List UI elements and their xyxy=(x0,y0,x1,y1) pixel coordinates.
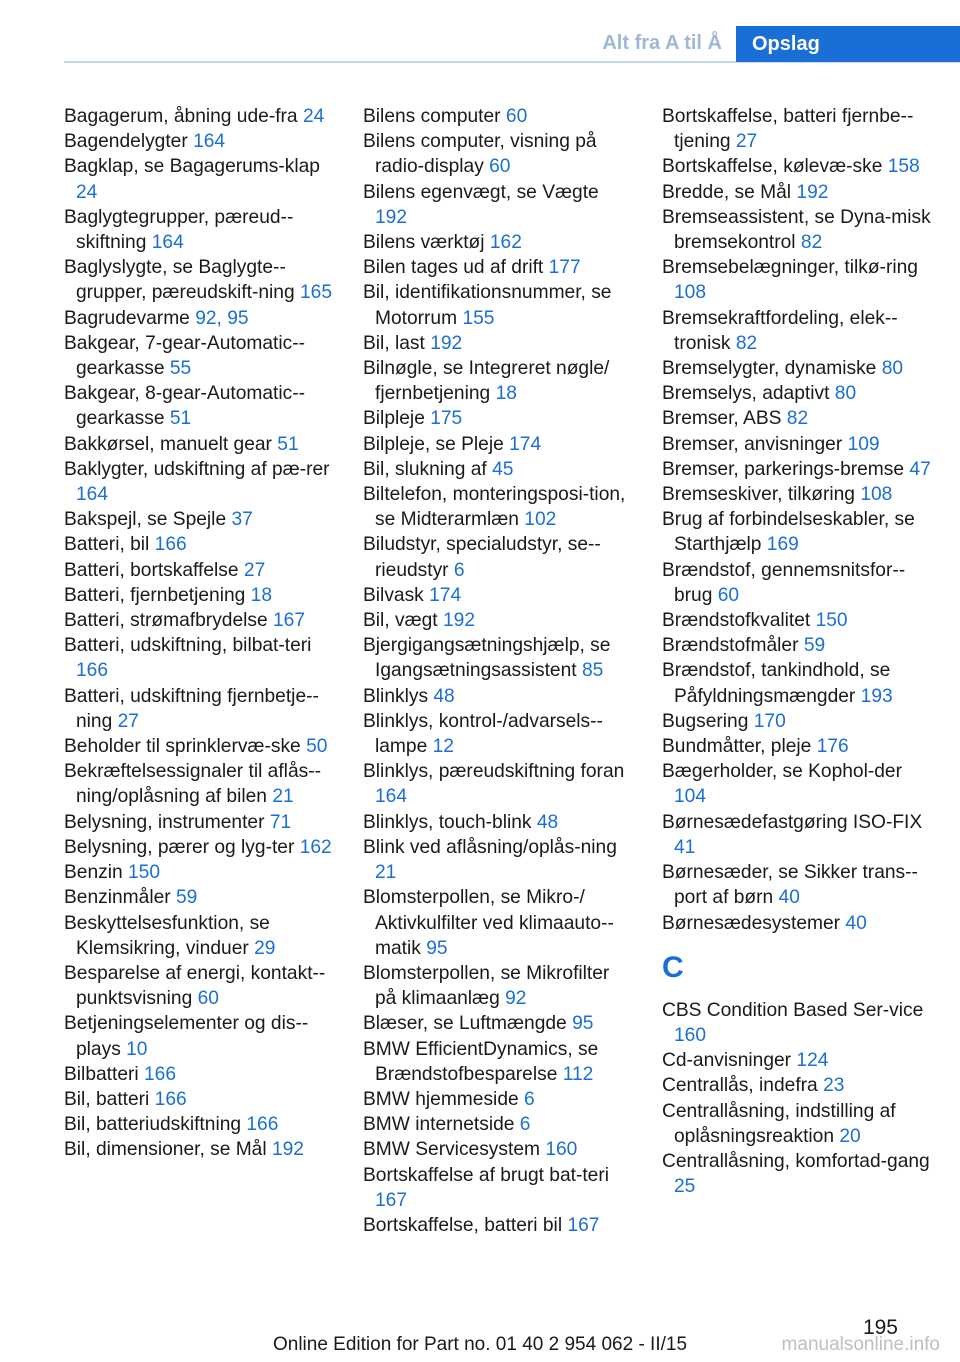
index-entry-text: Bremselys, adaptivt xyxy=(662,383,830,405)
page-reference-link[interactable]: 166 xyxy=(76,660,109,682)
index-entry xyxy=(363,457,633,482)
index-entry xyxy=(64,205,334,255)
index-entry-text: Batteri, bortskaffelse xyxy=(64,559,239,581)
index-entry xyxy=(64,1087,334,1112)
page-reference-link[interactable]: 12 xyxy=(432,736,454,758)
index-entry-text: Bilnøgle, se Integreret nøgle/​fjernbetjening xyxy=(363,358,610,405)
page-reference-link[interactable]: 95 xyxy=(572,1013,594,1035)
active-tab[interactable]: Opslag xyxy=(736,26,960,62)
page-reference-link[interactable]: 192 xyxy=(443,610,476,632)
page-reference-link[interactable]: 80 xyxy=(881,358,904,380)
page-reference-link[interactable]: 192 xyxy=(375,206,408,228)
index-entry-text: Bilens computer, visning på radio-display xyxy=(363,131,597,178)
page-reference-link[interactable]: 164 xyxy=(375,786,408,808)
index-entry-text: Bil, last xyxy=(363,332,425,354)
index-entry xyxy=(64,835,334,860)
index-entry xyxy=(363,1112,633,1137)
index-entry xyxy=(64,759,334,809)
index-entry-text: Bil, batteriudskiftning xyxy=(64,1114,242,1136)
index-column-1 xyxy=(64,104,334,1163)
page-reference-link[interactable]: 167 xyxy=(567,1214,600,1236)
index-entry xyxy=(662,154,932,179)
index-entry xyxy=(363,810,633,835)
index-entry-text: Bakspejl, se Spejle xyxy=(64,509,227,531)
page-reference-link[interactable]: 175 xyxy=(430,408,463,430)
page-reference-link[interactable]: 166 xyxy=(154,534,187,556)
page-reference-link[interactable]: 6 xyxy=(453,559,465,581)
page-reference-link[interactable]: 166 xyxy=(154,1088,187,1110)
page-reference-link[interactable]: 95 xyxy=(426,937,448,959)
index-entry xyxy=(64,1011,334,1061)
index-entry-text: Biltelefon, monteringsposi-tion, se Midterarmlæn xyxy=(363,484,626,531)
index-entry xyxy=(363,230,633,255)
page-reference-link[interactable]: 165 xyxy=(300,282,333,304)
page-reference-link[interactable]: 59 xyxy=(176,887,198,909)
page-reference-link[interactable]: 45 xyxy=(492,458,514,480)
index-entry xyxy=(363,1213,633,1238)
index-entry-text: Bredde, se Mål xyxy=(662,181,792,203)
page-reference-link[interactable]: 21 xyxy=(375,862,397,884)
index-entry-text: Bilpleje xyxy=(363,408,425,430)
page-reference-link[interactable]: 60 xyxy=(505,106,528,127)
index-entry-text: Brug af forbindelseskabler, se Starthjælp xyxy=(662,509,915,556)
page-reference-link[interactable]: 82 xyxy=(786,408,809,430)
index-entry xyxy=(662,306,932,356)
index-entry xyxy=(363,961,633,1011)
index-entry-text: Blinklys xyxy=(363,685,429,707)
page-reference-link[interactable]: 48 xyxy=(433,685,455,707)
index-entry-text: Bilens værktøj xyxy=(363,232,485,254)
page-reference-link[interactable]: 92, 95 xyxy=(195,307,249,329)
index-entry-text: Børnesæder, se Sikker trans-port af børn xyxy=(662,862,918,909)
index-entry-text: Betjeningselementer og dis-plays xyxy=(64,1013,309,1060)
index-entry-text: Bekræftelsessignaler til aflås-ning/oplåsning af bilen xyxy=(64,761,321,808)
index-entry-text: Baklygter, udskiftning af pæ-rer xyxy=(64,458,330,480)
page-reference-link[interactable]: 109 xyxy=(847,433,880,455)
index-entry xyxy=(662,507,932,557)
index-entry-text: BMW Servicesystem xyxy=(363,1139,540,1161)
index-entry-text: Bakgear, 7-gear-Automatic-gearkasse xyxy=(64,332,306,380)
index-entry-text: Blink ved aflåsning/oplås-ning xyxy=(363,836,617,858)
page-reference-link[interactable]: 167 xyxy=(375,1189,408,1211)
index-entry xyxy=(363,129,633,179)
page-reference-link[interactable]: 80 xyxy=(834,383,857,405)
page-reference-link[interactable]: 150 xyxy=(815,610,848,632)
index-letter-heading: C xyxy=(662,950,684,984)
page-reference-link[interactable]: 50 xyxy=(306,736,328,758)
page-reference-link[interactable]: 29 xyxy=(254,937,276,959)
index-entry-text: Bilens egenvægt, se Vægte xyxy=(363,181,599,203)
index-entry-text: Bremser, parkerings-bremse xyxy=(662,458,905,480)
index-entry xyxy=(64,1062,334,1087)
page-reference-link[interactable]: 164 xyxy=(76,484,109,506)
index-entry-text: Bremsebelægninger, tilkø-ring xyxy=(662,257,918,279)
page-reference-link[interactable]: 166 xyxy=(246,1114,279,1136)
index-entry-text: Centrallås, indefra xyxy=(662,1075,818,1097)
index-entry-text: Baglygtegrupper, pæreud-skiftning xyxy=(64,206,294,254)
index-entry-text: Bortskaffelse, batteri fjernbe-tjening xyxy=(662,106,914,153)
index-entry xyxy=(64,558,334,583)
index-entry xyxy=(363,1163,633,1213)
page-reference-link[interactable]: 162 xyxy=(489,232,522,254)
page-reference-link[interactable]: 82 xyxy=(800,232,823,254)
page-reference-link[interactable]: 150 xyxy=(128,862,161,884)
index-entry xyxy=(363,633,633,683)
footer-edition: Online Edition for Part no. 01 40 2 954 062 - II/15 xyxy=(272,1334,688,1355)
index-entry xyxy=(363,1137,633,1162)
index-entry-text: Bremseskiver, tilkøring xyxy=(662,484,855,506)
page-reference-link[interactable]: 40 xyxy=(778,887,800,909)
page-reference-link[interactable]: 20 xyxy=(839,1125,861,1147)
index-entry xyxy=(662,356,932,381)
index-entry-text: Beholder til sprinklervæ-ske xyxy=(64,736,301,758)
index-entry xyxy=(64,810,334,835)
page-reference-link[interactable]: 24 xyxy=(76,181,98,203)
page-reference-link[interactable]: 166 xyxy=(144,1063,177,1085)
index-entry xyxy=(363,835,633,885)
index-entry-text: Bil, batteri xyxy=(64,1088,150,1110)
page-reference-link[interactable]: 174 xyxy=(429,584,462,606)
index-entry-text: Beskyttelsesfunktion, se Klemsikring, vinduer xyxy=(64,912,270,959)
index-entry-text: Børnesædesystemer xyxy=(662,912,841,934)
page-reference-link[interactable]: 170 xyxy=(753,710,786,732)
index-entry xyxy=(363,432,633,457)
index-entry xyxy=(64,1137,334,1162)
index-entry-text: Brændstof, gennemsnitsfor-brug xyxy=(662,559,906,606)
index-entry-text: Batteri, bil xyxy=(64,534,150,556)
index-entry xyxy=(662,1149,932,1199)
page-reference-link[interactable]: 85 xyxy=(581,660,604,682)
page-reference-link[interactable]: 192 xyxy=(430,332,463,354)
index-entry-text: Bremselygter, dynamiske xyxy=(662,358,877,380)
index-entry xyxy=(363,684,633,709)
index-entry xyxy=(363,1011,633,1036)
index-entry-text: Bægerholder, se Kophol-der xyxy=(662,761,902,783)
index-entry-text: Bjergigangsætningshjælp, se Igangsætningsassistent xyxy=(363,635,611,682)
page-reference-link[interactable]: 82 xyxy=(735,332,758,354)
index-entry-text: Blomsterpollen, se Mikro-/​Aktivkulfilter ved klimaauto-matik xyxy=(363,887,614,959)
page-reference-link[interactable]: 24 xyxy=(302,106,325,127)
index-entry-text: Bilen tages ud af drift xyxy=(363,257,544,279)
index-entry-text: Batteri, fjernbetjening xyxy=(64,584,246,606)
index-entry xyxy=(363,583,633,608)
page-reference-link[interactable]: 60 xyxy=(489,156,511,178)
index-entry xyxy=(363,1087,633,1112)
index-entry xyxy=(363,331,633,356)
index-entry xyxy=(64,583,334,608)
index-entry-text: Batteri, udskiftning fjernbetje-ning xyxy=(64,685,319,732)
index-entry xyxy=(64,381,334,431)
index-entry xyxy=(64,306,334,331)
page-reference-link[interactable]: 48 xyxy=(536,811,559,833)
index-entry-text: Bundmåtter, pleje xyxy=(662,736,812,758)
index-entry xyxy=(64,532,334,557)
page-reference-link[interactable]: 6 xyxy=(524,1088,535,1110)
page-reference-link[interactable]: 102 xyxy=(524,509,557,531)
index-entry xyxy=(662,381,932,406)
page-reference-link[interactable]: 27 xyxy=(117,710,139,732)
index-entry xyxy=(64,734,334,759)
index-entry xyxy=(64,129,334,154)
index-entry-text: Bagrudevarme xyxy=(64,307,190,329)
index-entry xyxy=(662,1099,932,1149)
page-reference-link[interactable]: 104 xyxy=(674,786,707,808)
index-entry-text: Brændstofkvalitet xyxy=(662,610,811,632)
page-reference-link[interactable]: 164 xyxy=(151,232,184,254)
index-entry-text: Blinklys, pæreudskiftning foran xyxy=(363,761,625,783)
index-entry xyxy=(64,1112,334,1137)
page-reference-link[interactable]: 37 xyxy=(231,509,253,531)
index-entry-text: Blæser, se Luftmængde xyxy=(363,1013,567,1035)
page-reference-link[interactable]: 25 xyxy=(674,1176,696,1198)
index-entry-text: BMW hjemmeside xyxy=(363,1088,519,1110)
page-reference-link[interactable]: 108 xyxy=(674,282,707,304)
index-entry xyxy=(662,734,932,759)
page-reference-link[interactable]: 176 xyxy=(816,736,849,758)
index-entry-text: Bakkørsel, manuelt gear xyxy=(64,433,272,455)
page-reference-link[interactable]: 51 xyxy=(169,408,192,430)
index-entry xyxy=(662,633,932,658)
page-reference-link[interactable]: 10 xyxy=(126,1038,148,1060)
index-entry xyxy=(64,911,334,961)
page-reference-link[interactable]: 55 xyxy=(169,358,192,380)
index-entry-text: Bakgear, 8-gear-Automatic-gearkasse xyxy=(64,383,306,430)
page-reference-link[interactable]: 124 xyxy=(796,1050,829,1072)
index-entry-text: Benzin xyxy=(64,862,123,884)
page-reference-link[interactable]: 108 xyxy=(860,484,893,506)
index-entry-text: Centrallåsning, komfortad-gang xyxy=(662,1150,930,1172)
page-reference-link[interactable]: 60 xyxy=(717,584,740,606)
page-reference-link[interactable]: 160 xyxy=(674,1024,707,1046)
page-reference-link[interactable]: 18 xyxy=(250,584,273,606)
page-reference-link[interactable]: 21 xyxy=(272,786,294,808)
index-entry-text: Batteri, udskiftning, bilbat-teri xyxy=(64,635,312,657)
index-entry xyxy=(662,709,932,734)
index-entry xyxy=(363,1037,633,1087)
index-entry-text: Bilpleje, se Pleje xyxy=(363,433,504,455)
index-entry xyxy=(662,180,932,205)
index-entry xyxy=(662,482,932,507)
page-reference-link[interactable]: 177 xyxy=(548,257,581,279)
index-entry xyxy=(64,432,334,457)
page-reference-link[interactable]: 174 xyxy=(509,433,542,455)
page-reference-link[interactable]: 192 xyxy=(271,1139,304,1161)
page-reference-link[interactable]: 160 xyxy=(545,1139,578,1161)
index-entry-text: Bagagerum, åbning ude-fra xyxy=(64,106,298,127)
index-entry xyxy=(662,608,932,633)
index-entry-text: Brændstof, tankindhold, se Påfyldningsmængder xyxy=(662,660,891,707)
index-entry xyxy=(64,961,334,1011)
page-reference-link[interactable]: 27 xyxy=(243,559,266,581)
index-entry xyxy=(363,280,633,330)
index-column-3 xyxy=(662,104,932,1199)
index-entry-text: Bilens computer xyxy=(363,106,501,127)
page-reference-link[interactable]: 71 xyxy=(269,811,292,833)
index-entry xyxy=(363,482,633,532)
page-reference-link[interactable]: 192 xyxy=(796,181,829,203)
index-entry xyxy=(64,885,334,910)
page-reference-link[interactable]: 18 xyxy=(495,383,517,405)
index-entry-text: Bortskaffelse, batteri bil xyxy=(363,1214,563,1236)
page-reference-link[interactable]: 41 xyxy=(674,836,696,858)
index-entry xyxy=(363,759,633,809)
index-entry-text: Bremser, ABS xyxy=(662,408,782,430)
index-column-2 xyxy=(363,104,633,1238)
index-entry xyxy=(662,998,932,1048)
page-reference-link[interactable]: 40 xyxy=(845,912,867,934)
index-entry-text: Bil, vægt xyxy=(363,610,438,632)
watermark: manualsonline.info xyxy=(781,1334,940,1355)
index-entry-text: Bagklap, se Bagagerums-klap xyxy=(64,156,320,178)
index-entry xyxy=(662,558,932,608)
index-entry xyxy=(64,255,334,305)
index-entry-text: Bil, slukning af xyxy=(363,458,487,480)
section-tab[interactable]: Alt fra A til Å xyxy=(602,32,722,54)
index-entry xyxy=(64,331,334,381)
index-entry xyxy=(662,406,932,431)
index-entry xyxy=(64,104,334,129)
index-entry-text: Belysning, pærer og lyg-ter xyxy=(64,836,295,858)
index-entry-text: BMW EfficientDynamics, se Brændstofbesparelse xyxy=(363,1038,599,1085)
index-entry xyxy=(363,885,633,961)
index-entry xyxy=(64,507,334,532)
index-entry xyxy=(363,104,633,129)
page-reference-link[interactable]: 47 xyxy=(909,458,931,480)
index-entry xyxy=(662,457,932,482)
index-entry xyxy=(363,356,633,406)
index-entry-text: Blomsterpollen, se Mikrofilter på klimaanlæg xyxy=(363,962,610,1010)
page-number: 195 xyxy=(862,1316,898,1339)
index-entry-text: Bil, dimensioner, se Mål xyxy=(64,1139,267,1161)
index-entry xyxy=(662,255,932,305)
page-reference-link[interactable]: 23 xyxy=(823,1075,845,1097)
index-entry-text: Bugsering xyxy=(662,710,749,732)
index-entry-text: Batteri, strømafbrydelse xyxy=(64,610,268,632)
page-reference-link[interactable]: 162 xyxy=(299,836,332,858)
index-entry xyxy=(363,180,633,230)
page-reference-link[interactable]: 59 xyxy=(803,635,826,657)
index-entry-text: Bilvask xyxy=(363,584,424,606)
page-reference-link[interactable]: 6 xyxy=(519,1114,531,1136)
index-entry-text: Centrallåsning, indstilling af oplåsningsreaktion xyxy=(662,1100,896,1147)
page-reference-link[interactable]: 92 xyxy=(505,988,527,1010)
index-entry xyxy=(662,860,932,910)
index-entry-text: Bremsekraftfordeling, elek-tronisk xyxy=(662,307,898,354)
index-entry-text: Bremser, anvisninger xyxy=(662,433,843,455)
index-entry-text: Besparelse af energi, kontakt-punktsvisning xyxy=(64,962,326,1010)
page-reference-link[interactable]: 158 xyxy=(887,156,920,178)
page-reference-link[interactable]: 169 xyxy=(766,534,799,556)
index-entry xyxy=(363,406,633,431)
page-reference-link[interactable]: 155 xyxy=(462,307,495,329)
index-entry xyxy=(662,810,932,860)
index-entry xyxy=(363,532,633,582)
index-entry xyxy=(662,1048,932,1073)
index-entry xyxy=(64,633,334,683)
index-entry xyxy=(363,608,633,633)
index-entry xyxy=(662,759,932,809)
index-entry-text: Cd-anvisninger xyxy=(662,1050,792,1072)
index-entry xyxy=(662,432,932,457)
index-entry xyxy=(64,154,334,204)
page-reference-link[interactable]: 27 xyxy=(735,131,758,153)
index-entry xyxy=(662,911,932,936)
index-entry-text: Biludstyr, specialudstyr, se-rieudstyr xyxy=(363,534,601,581)
index-entry-text: Belysning, instrumenter xyxy=(64,811,265,833)
page-reference-link[interactable]: 51 xyxy=(277,433,299,455)
index-entry-text: CBS Condition Based Ser-vice xyxy=(662,999,924,1021)
index-entry-text: Baglyslygte, se Baglygte-grupper, pæreudskift-ning xyxy=(64,257,295,304)
page-reference-link[interactable]: 112 xyxy=(562,1063,594,1085)
index-entry xyxy=(64,608,334,633)
index-entry xyxy=(662,1073,932,1098)
index-entry-text: Bilbatteri xyxy=(64,1063,139,1085)
index-entry xyxy=(64,684,334,734)
index-entry xyxy=(64,860,334,885)
index-entry-text: Bortskaffelse af brugt bat-teri xyxy=(363,1164,610,1186)
index-entry-text: Bremseassistent, se Dyna-misk bremsekontrol xyxy=(662,206,931,254)
index-entry-text: Blinklys, touch-blink xyxy=(363,811,532,833)
index-entry-text: Blinklys, kontrol-/advarsels-lampe xyxy=(363,710,603,758)
index-entry xyxy=(363,709,633,759)
page-reference-link[interactable]: 193 xyxy=(860,685,893,707)
index-entry-text: Bagendelygter xyxy=(64,131,188,153)
index-entry xyxy=(64,457,334,507)
index-entry xyxy=(363,255,633,280)
index-entry xyxy=(662,205,932,255)
page-reference-link[interactable]: 167 xyxy=(273,610,306,632)
page-reference-link[interactable]: 60 xyxy=(197,988,219,1010)
index-entry-text: Brændstofmåler xyxy=(662,635,799,657)
index-entry xyxy=(662,104,932,154)
index-entry-text: BMW internetside xyxy=(363,1114,515,1136)
index-entry-text: Børnesædefastgøring ISO-FIX xyxy=(662,811,923,833)
index-entry-text: Bil, identifikationsnummer, se Motorrum xyxy=(363,282,612,329)
index-entry xyxy=(662,658,932,708)
index-entry-text: Bortskaffelse, kølevæ-ske xyxy=(662,156,883,178)
index-entry-text: Benzinmåler xyxy=(64,887,171,909)
page-reference-link[interactable]: 164 xyxy=(193,131,226,153)
